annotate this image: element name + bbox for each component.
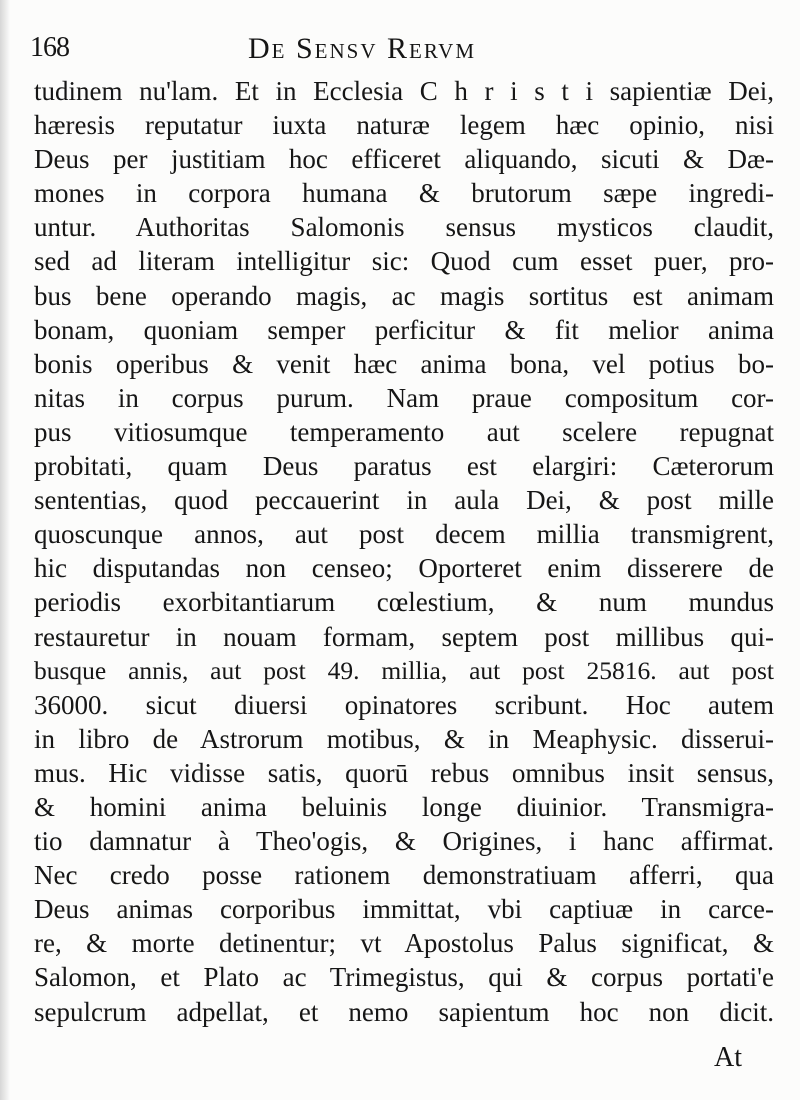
text-line: Nec credo posse rationem demonstratiuam afferri, qua [34, 860, 774, 891]
text-line: bonis operibus & venit hæc anima bona, vel potius bo- [34, 348, 774, 379]
running-title: De Sensv Rervm [248, 32, 477, 65]
text-line: quoscunque annos, aut post decem millia transmigrent, [34, 519, 774, 550]
text-line: bus bene operando magis, ac magis sortitus est animam [34, 280, 774, 311]
text-line: in libro de Astrorum motibus, & in Meaphysic. disserui- [34, 723, 774, 754]
text-line: Deus animas corporibus immittat, vbi captiuæ in carce- [34, 894, 774, 925]
text-line: untur. Authoritas Salomonis sensus mysticos claudit, [34, 212, 774, 243]
text-line: hæresis reputatur iuxta naturæ legem hæc opinio, nisi [34, 110, 774, 141]
body-text [34, 74, 774, 1029]
text-line: 36000. sicut diuersi opinatores scribunt. Hoc autem [34, 689, 774, 720]
text-line: busque annis, aut post 49. millia, aut post 25816. aut post [34, 655, 774, 685]
text-line: tudinem nu'lam. Et in Ecclesia C h r i s t i sapientiæ Dei, [34, 76, 774, 106]
text-line: mones in corpora humana & brutorum sæpe ingredi- [34, 178, 774, 209]
text-line: pus vitiosumque temperamento aut scelere repugnat [34, 416, 774, 447]
text-line: sepulcrum adpellat, et nemo sapientum hoc non dicit. [34, 996, 774, 1027]
text-line: sententias, quod peccauerint in aula Dei, & post mille [34, 485, 774, 516]
text-line: & homini anima beluinis longe diuinior. Transmigra- [34, 791, 774, 822]
text-line: probitati, quam Deus paratus est elargiri: Cæterorum [34, 451, 774, 482]
text-line: bonam, quoniam semper perficitur & fit melior anima [34, 314, 774, 345]
text-line: re, & morte detinentur; vt Apostolus Palus significat, & [34, 928, 774, 959]
text-line: restauretur in nouam formam, septem post millibus qui- [34, 621, 774, 652]
text-line: hic disputandas non censeo; Oporteret enim disserere de [34, 553, 774, 584]
catchword: At [714, 1042, 742, 1073]
text-line: Deus per justitiam hoc efficeret aliquando, sicuti & Dæ- [34, 144, 774, 175]
text-line: mus. Hic vidisse satis, quorū rebus omnibus insit sensus, [34, 757, 774, 788]
text-line: tio damnatur à Theo'ogis, & Origines, i hanc affirmat. [34, 826, 774, 857]
text-line: sed ad literam intelligitur sic: Quod cum esset puer, pro- [34, 246, 774, 277]
text-line: nitas in corpus purum. Nam praue compositum cor- [34, 382, 774, 413]
text-line: Salomon, et Plato ac Trimegistus, qui & corpus portati'e [34, 962, 774, 993]
running-head [0, 26, 800, 66]
text-line: periodis exorbitantiarum cœlestium, & num mundus [34, 587, 774, 618]
page-number: 168 [30, 32, 69, 63]
